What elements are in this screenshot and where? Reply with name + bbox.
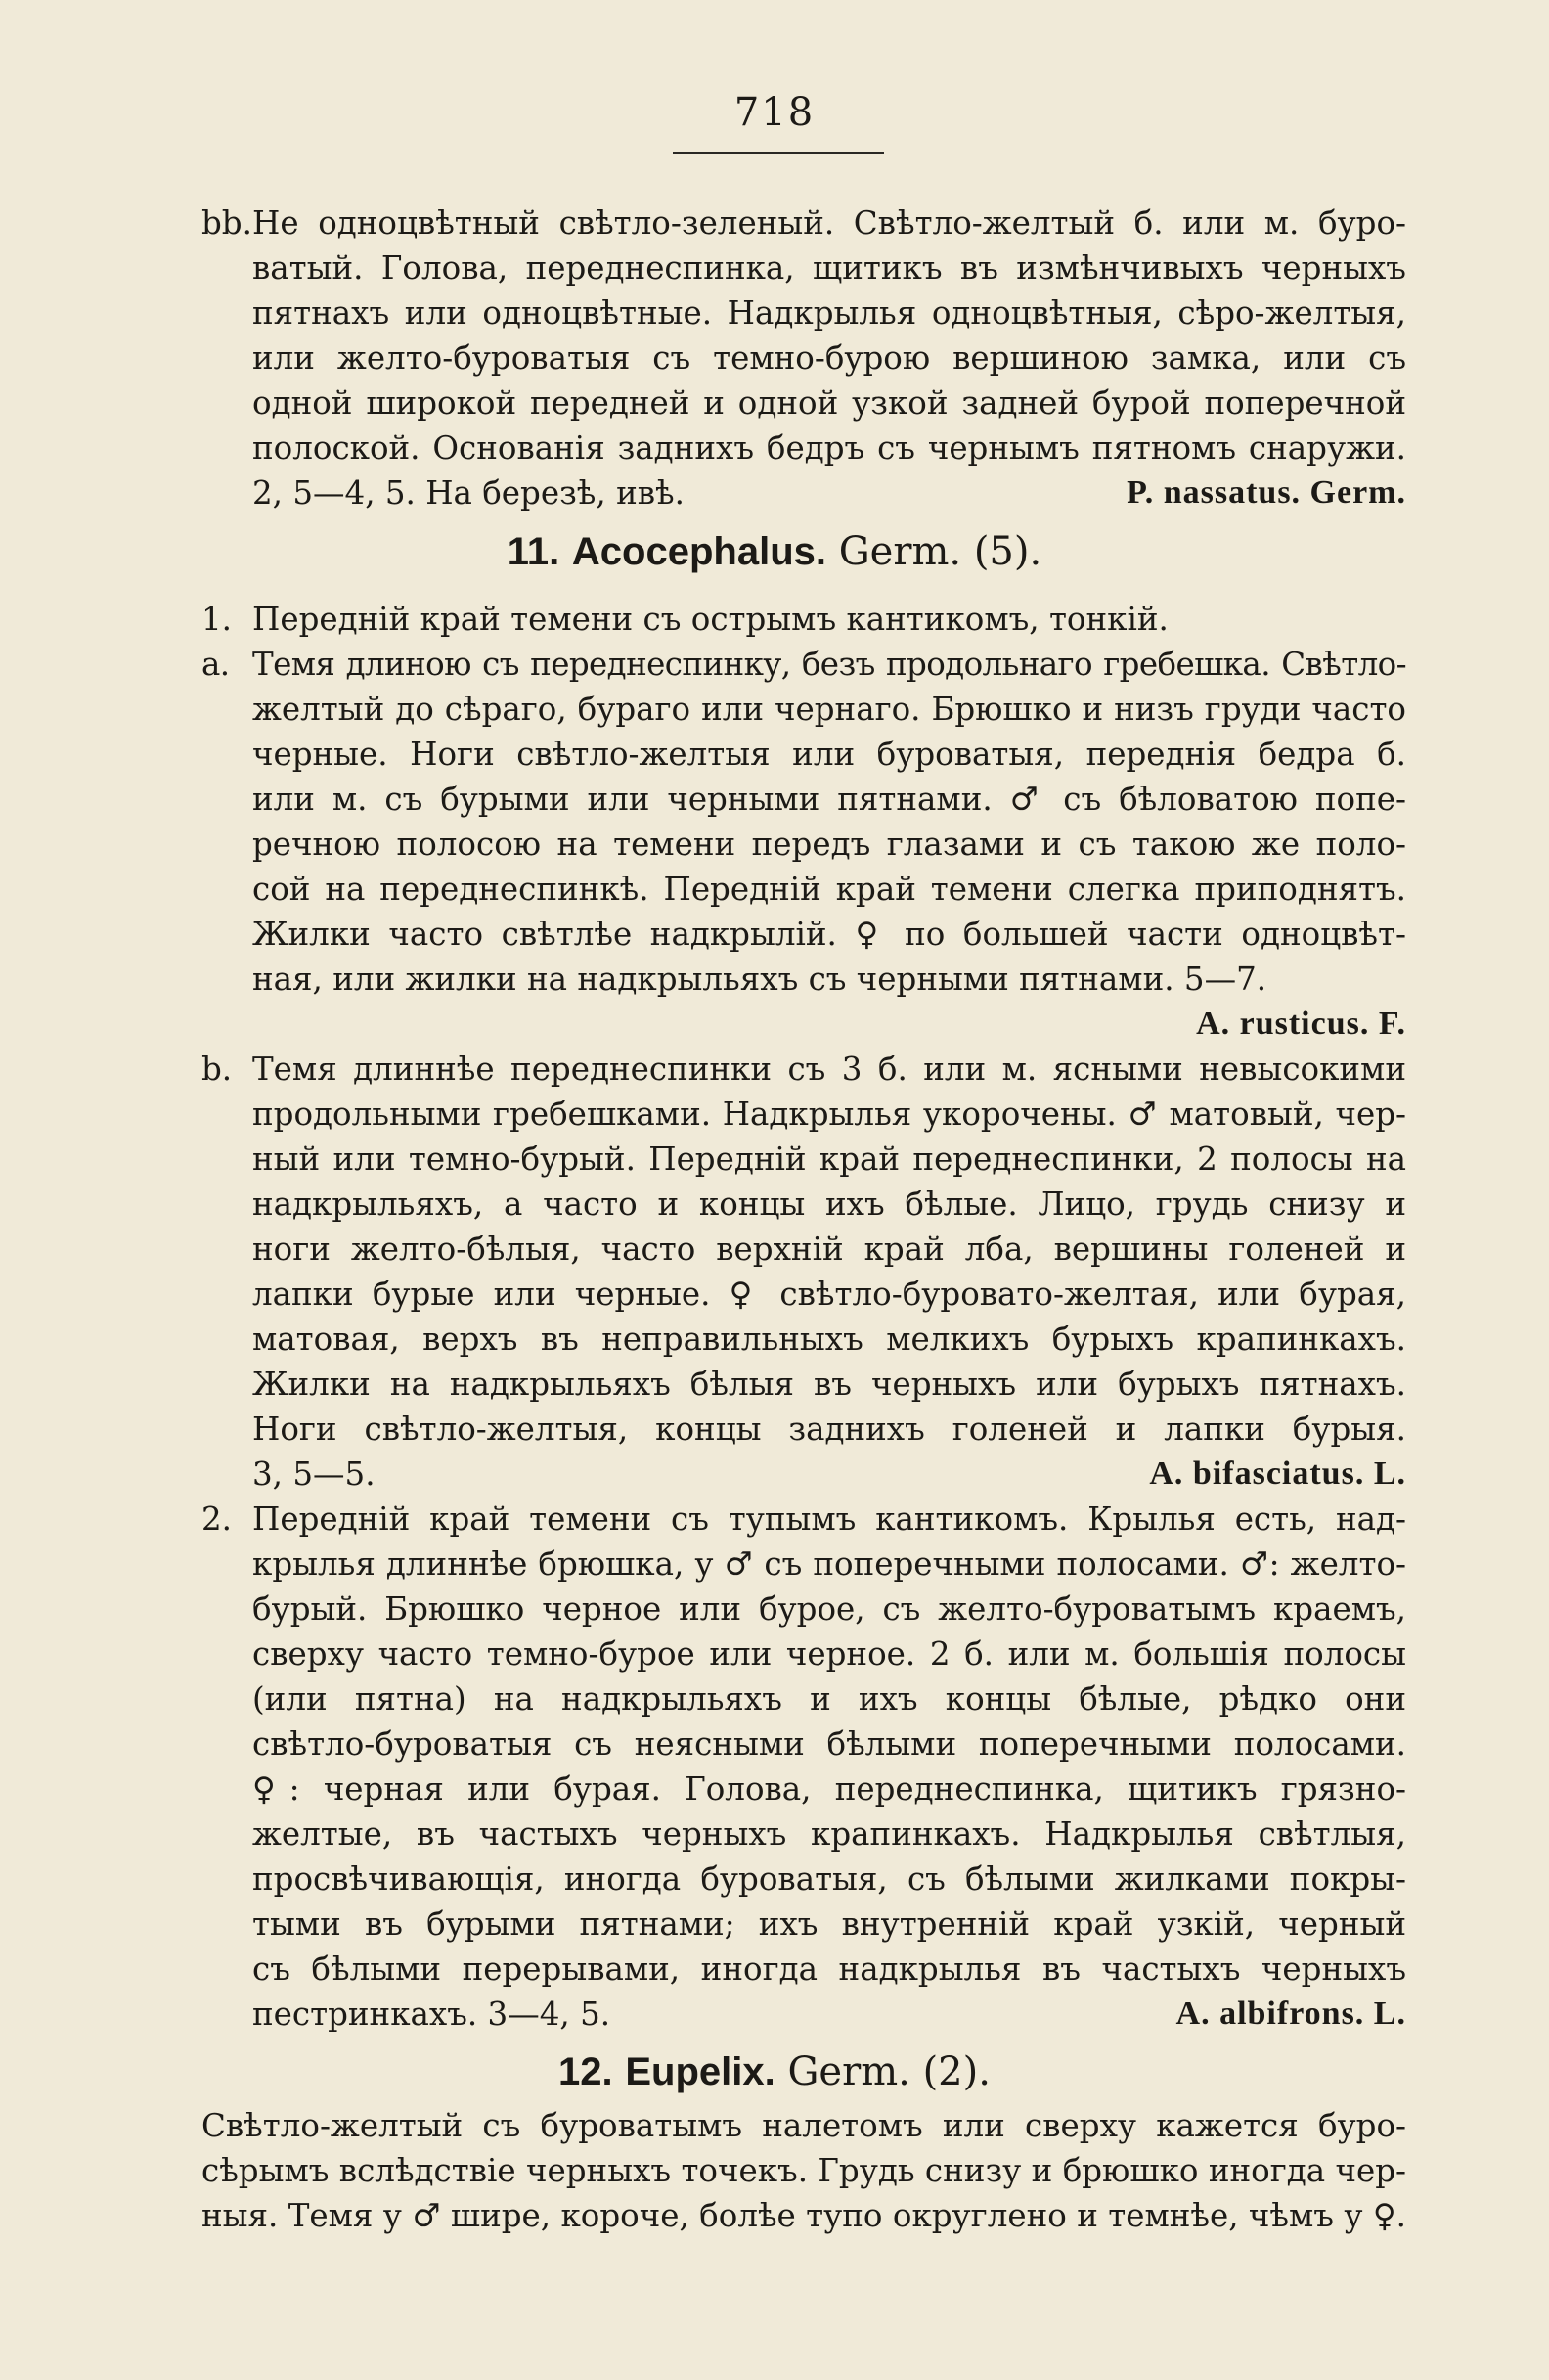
entry-a-line-8: ная, или жилки на надкрыльяхъ съ черными пятнами. 5—7.	[252, 961, 1267, 998]
entry-b-line-8: Жилки на надкрыльяхъ бѣлыя въ черныхъ или бурыхъ пятнахъ.	[252, 1366, 1406, 1403]
species-name-albifrons: A. albifrons. L.	[1175, 1996, 1406, 2032]
eupelix-line-2: сѣрымъ вслѣдствіе черныхъ точекъ. Грудь снизу и брюшко иногда чер-	[201, 2152, 1406, 2189]
entry-a-text-1: Темя длиною съ переднеспинку, безъ продольнаго гребешка. Свѣтло-	[252, 646, 1406, 683]
species-name-nassatus: P. nassatus. Germ.	[1127, 474, 1406, 511]
page-number: 718	[733, 90, 816, 135]
couplet-2-line-12: пестринкахъ. 3—4, 5.	[252, 1996, 611, 2033]
header-rule	[673, 152, 884, 154]
entry-b-line-6: лапки бурые или черные. ♀ свѣтло-буровато-желтая, или бурая,	[252, 1276, 1406, 1313]
couplet-2-line-3: бурый. Брюшко черное или бурое, съ желто-буроватымъ краемъ,	[252, 1591, 1406, 1628]
entry-b-marker: b.	[201, 1051, 233, 1088]
entry-bb-line-5: одной широкой передней и одной узкой задней бурой поперечной	[252, 384, 1406, 422]
couplet-2-line-6: свѣтло-буроватыя съ неясными бѣлыми поперечными полосами.	[252, 1726, 1406, 1763]
couplet-2-line-7: ♀: черная или бурая. Голова, переднеспинка, щитикъ грязно-	[252, 1771, 1406, 1808]
couplet-2-line-2: крылья длиннѣе брюшка, у ♂ съ поперечными полосами. ♂: желто-	[252, 1546, 1406, 1583]
couplet-2-line-1	[201, 1497, 1406, 1542]
couplet-2-line-4: сверху часто темно-бурое или черное. 2 б. или м. большія полосы	[252, 1636, 1406, 1673]
entry-bb-line-2: ватый. Голова, переднеспинка, щитикъ въ измѣнчивыхъ черныхъ	[252, 249, 1406, 287]
entry-bb-line-1	[201, 201, 1406, 246]
entry-a-line-2: желтый до сѣраго, бураго или чернаго. Брюшко и низъ груди часто	[252, 691, 1406, 728]
couplet-1-line	[201, 597, 1406, 642]
entry-a-line-1	[201, 642, 1406, 687]
couplet-2-line-5: (или пятна) на надкрыльяхъ и ихъ концы бѣлые, рѣдко они	[252, 1681, 1406, 1718]
species-name-rusticus: A. rusticus. F.	[1196, 1006, 1406, 1042]
couplet-2-line-8: желтые, въ частыхъ черныхъ крапинкахъ. Надкрылья свѣтлыя,	[252, 1816, 1406, 1853]
couplet-2-line-11: съ бѣлыми перерывами, иногда надкрылья въ частыхъ черныхъ	[252, 1951, 1406, 1988]
entry-b-line-2: продольными гребешками. Надкрылья укорочены. ♂ матовый, чер-	[252, 1096, 1406, 1133]
couplet-2-line-9: просвѣчивающія, иногда буроватыя, съ бѣлыми жилками покры-	[252, 1861, 1406, 1898]
entry-a-line-3: черные. Ноги свѣтло-желтыя или буроватыя, переднія бедра б.	[252, 736, 1406, 773]
species-name-bifasciatus: A. bifasciatus. L.	[1149, 1456, 1406, 1492]
entry-b-text-1: Темя длиннѣе переднеспинки съ 3 б. или м. ясными невысокими	[252, 1051, 1406, 1088]
couplet-2-text-1: Передній край темени съ тупымъ кантикомъ. Крылья есть, над-	[252, 1501, 1406, 1538]
entry-a-line-4: или м. съ бурыми или черными пятнами. ♂ съ бѣловатою попе-	[252, 781, 1406, 818]
entry-a-line-5: речною полосою на темени передъ глазами и съ такою же поло-	[252, 826, 1406, 863]
entry-a-line-6: сой на переднеспинкѣ. Передній край темени слегка приподнятъ.	[252, 871, 1406, 908]
entry-bb-line-6: полоской. Основанія заднихъ бедръ съ чернымъ пятномъ снаружи.	[252, 429, 1406, 467]
genus-number: 11.	[507, 530, 560, 573]
entry-b-line-4: надкрыльяхъ, а часто и концы ихъ бѣлые. Лицо, грудь снизу и	[252, 1186, 1406, 1223]
eupelix-line-3: ныя. Темя у ♂ шире, короче, болѣе тупо округлено и темнѣе, чѣмъ у ♀.	[201, 2197, 1406, 2234]
couplet-2-line-10: тыми въ бурыми пятнами; ихъ внутренній край узкій, черный	[252, 1906, 1406, 1943]
genus-name: Acocephalus.	[571, 530, 826, 573]
entry-b-line-3: ный или темно-бурый. Передній край переднеспинки, 2 полосы на	[252, 1141, 1406, 1178]
entry-b-line-1	[201, 1047, 1406, 1092]
entry-bb-text-1: Не одноцвѣтный свѣтло-зеленый. Свѣтло-желтый б. или м. буро-	[252, 204, 1406, 242]
couplet-2-marker: 2.	[201, 1501, 233, 1538]
entry-b-line-9: Ноги свѣтло-желтыя, концы заднихъ голеней и лапки бурыя.	[252, 1411, 1406, 1448]
genus-author: Germ. (2).	[787, 2049, 991, 2094]
genus-author: Germ. (5).	[838, 529, 1042, 574]
genus-heading-12	[0, 2044, 1549, 2099]
entry-bb-line-4: или желто-буроватыя съ темно-бурою вершиною замка, или съ	[252, 339, 1406, 377]
genus-number: 12.	[558, 2050, 613, 2093]
entry-b-line-7: матовая, верхъ въ неправильныхъ мелкихъ бурыхъ крапинкахъ.	[252, 1321, 1406, 1358]
entry-b-line-5: ноги желто-бѣлыя, часто верхній край лба, вершины голеней и	[252, 1231, 1406, 1268]
entry-a-marker: a.	[201, 646, 230, 683]
couplet-1-text: Передній край темени съ острымъ кантикомъ, тонкій.	[252, 601, 1169, 638]
entry-a-line-7: Жилки часто свѣтлѣе надкрылій. ♀ по большей части одноцвѣт-	[252, 916, 1406, 953]
eupelix-line-1: Свѣтло-желтый съ буроватымъ налетомъ или сверху кажется буро-	[201, 2107, 1406, 2144]
couplet-1-marker: 1.	[201, 601, 233, 638]
entry-bb-marker: bb.	[201, 204, 252, 242]
genus-heading-11	[0, 524, 1549, 579]
entry-bb-line-3: пятнахъ или одноцвѣтные. Надкрылья одноцвѣтныя, сѣро-желтыя,	[252, 294, 1406, 332]
entry-bb-line-7: 2, 5—4, 5. На березѣ, ивѣ.	[252, 474, 685, 512]
genus-name: Eupelix.	[625, 2050, 775, 2093]
entry-b-line-10: 3, 5—5.	[252, 1456, 376, 1493]
